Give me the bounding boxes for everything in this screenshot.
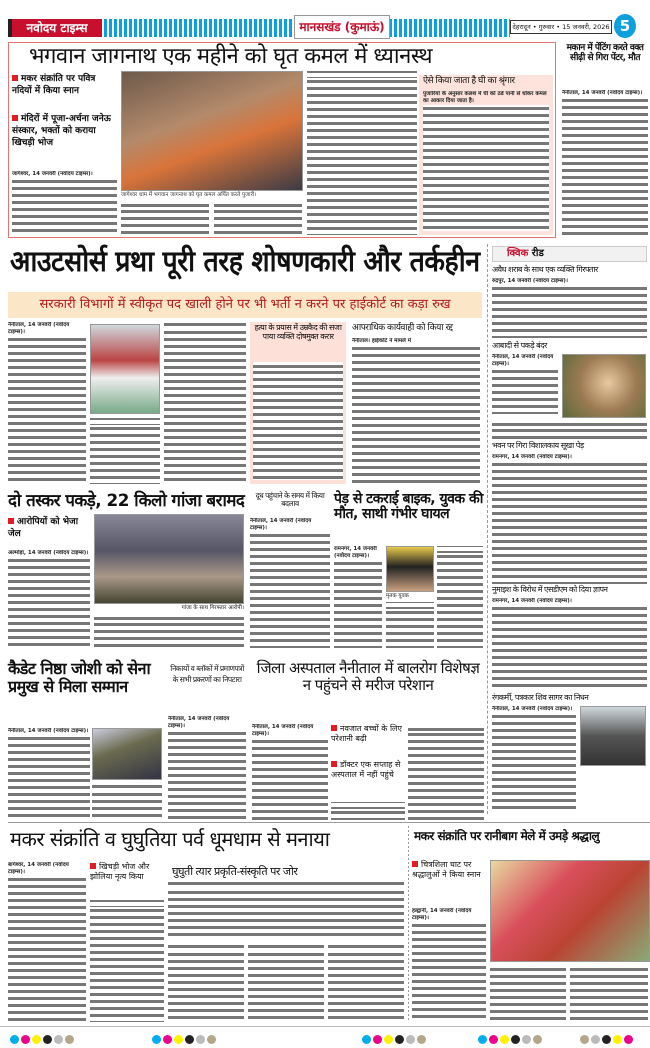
accident-text: रामनगर, 14 जनवरी (नवोदय टाइम्स)। [334, 546, 382, 648]
section-title: मानसखंड (कुमाऊं) [294, 15, 390, 39]
certs-box [168, 662, 246, 820]
certs-text: नैनीताल, 14 जनवरी (नवोदय टाइम्स)। [168, 716, 246, 820]
side-top-headline: मकान में पेंटिंग करते वक्त सीढ़ी से गिरा पेंटर, मौत [566, 43, 644, 63]
lead-text-col [307, 71, 417, 235]
lead-story [8, 42, 556, 238]
cadet-text [92, 784, 162, 820]
festival-text [90, 900, 164, 1022]
festival-text [328, 944, 404, 1022]
main-subhead: सरकारी विभागों में स्वीकृत पद खाली होने पर भी भर्ती न करने पर हाईकोर्ट का कड़ा रुख [8, 292, 482, 318]
accident-text [386, 602, 434, 648]
festival-subhead: घुघुती त्यार प्रकृति-संस्कृति पर जोर [172, 865, 298, 878]
main-headline: आउटसोर्स प्रथा पूरी तरह शोषणकारी और तर्कहीन [10, 244, 480, 278]
smugglers-text [94, 614, 244, 648]
festival-text [248, 944, 324, 1022]
cadet-headline: कैडेट निष्ठा जोशी को सेना प्रमुख से मिला सम्मान [8, 659, 151, 696]
ranibagh-text: हल्द्वानी, 14 जनवरी (नवोदय टाइम्स)। [412, 908, 486, 1022]
quick-item-text: नैनीताल, 14 जनवरी (नवोदय टाइम्स)। [492, 706, 576, 810]
hospital-headline: जिला अस्पताल नैनीताल में बालरोग विशेषज्ञ न पहुंचने से मरीज परेशान [256, 659, 480, 694]
side-top-text: नैनीताल, 14 जनवरी (नवोदय टाइम्स)। [562, 90, 648, 238]
lead-bullet: मकर संक्रांति पर पवित्र नदियों में किया स्नान [12, 74, 96, 96]
main-text [90, 418, 160, 484]
ranibagh-photo [490, 860, 650, 962]
quick-item-title: नुमाइश के विरोध में एसडीएम को दिया ज्ञापन [492, 585, 608, 594]
masthead [0, 0, 650, 42]
quick-item-text: रामनगर, 14 जनवरी (नवोदय टाइम्स)। [492, 598, 647, 690]
smugglers-caption: गांजा के साथ गिरफ्तार आरोपी। [181, 605, 244, 611]
quick-item-text [492, 420, 647, 440]
smugglers-bullet: आरोपियों को भेजा जेल [8, 517, 79, 539]
color-dots [478, 1029, 544, 1048]
cadet-photo [92, 728, 162, 780]
quick-item-text: रामनगर, 14 जनवरी (नवोदय टाइम्स)। [492, 454, 647, 584]
quick-item-text: रुद्रपुर, 14 जनवरी (नवोदय टाइम्स)। [492, 278, 647, 338]
acquittal-title: हत्या के प्रयास में उम्रकैद की सजा पाया व्यक्ति दोषमुक्त करार [254, 323, 342, 341]
lead-sidebox [419, 75, 553, 235]
accident-headline: पेड़ से टकराई बाइक, युवक की मौत, साथी गंभीर घायल [334, 491, 483, 523]
quick-read-label: क्विक रीड [492, 246, 647, 262]
color-dots [362, 1029, 428, 1048]
main-text: नैनीताल, 14 जनवरी (नवोदय टाइम्स)। [8, 322, 86, 484]
quick-item-title: आबादी से पकड़े बंदर [492, 341, 547, 350]
registration-marks [0, 1026, 650, 1040]
smugglers-headline: दो तस्कर पकड़े, 22 किलो गांजा बरामद [8, 491, 245, 511]
festival-text: बागेश्वर, 14 जनवरी (नवोदय टाइम्स)। [8, 862, 86, 1022]
lead-bullet: मंदिरों में पूजा-अर्चना जनेऊ संस्कार, भक्तों को कराया खिचड़ी भोज [12, 114, 111, 148]
hospital-text [408, 724, 484, 820]
main-text [164, 322, 246, 484]
color-dots [10, 1029, 76, 1048]
smugglers-photo [94, 514, 244, 604]
milk-headline: दूध पहुंचाने के समय में किया बदलाव [255, 491, 325, 509]
acquittal-text [253, 362, 343, 480]
sidebox-text: पुजारियों के अनुसार कलश में घी को ठंडे पानी से धोकर कमल का आकार दिया जाता है। [423, 91, 549, 231]
monkey-photo [562, 354, 646, 418]
quick-item-title: भवन पर गिरा विशालकाय सूखा पेड़ [492, 441, 584, 450]
ranibagh-text [490, 966, 566, 1022]
lead-text: जागेश्वर, 14 जनवरी (नवोदय टाइम्स)। [12, 171, 117, 235]
obituary-photo [580, 706, 646, 766]
divider [8, 822, 650, 823]
quick-item-title: रंगकर्मी, पत्रकार शिव सागर का निधन [492, 693, 589, 702]
quick-read [487, 244, 650, 814]
festival-text [168, 944, 244, 1022]
quick-item-text: नैनीताल, 14 जनवरी (नवोदय टाइम्स)। [492, 354, 558, 414]
ranibagh-headline: मकर संक्रांति पर रानीबाग मेले में उमड़े श्रद्धालु [414, 829, 600, 843]
logo: नवोदय टाइम्स [8, 19, 102, 37]
cadet-text: नैनीताल, 14 जनवरी (नवोदय टाइम्स)। [8, 728, 90, 820]
hospital-text: नैनीताल, 14 जनवरी (नवोदय टाइम्स)। [252, 724, 328, 820]
sidebox-title: ऐसे किया जाता है घी का श्रृंगार [423, 76, 515, 86]
festival-text [168, 882, 404, 940]
certs-headline: निकायों व ब्लॉकों में प्रमाणपत्रों के सभी प्रकरणों का निपटारा [170, 664, 244, 684]
highcourt-photo [90, 324, 160, 414]
hospital-text [331, 802, 405, 820]
lead-headline: भगवान जागनाथ एक महीने को घृत कमल में ध्यानस्थ [29, 44, 432, 69]
hospital-bullet: डॉक्टर एक सप्ताह से अस्पताल में नहीं पहुंचे [331, 760, 401, 779]
smugglers-text: अल्मोड़ा, 14 जनवरी (नवोदय टाइम्स)। [8, 550, 90, 648]
color-dots [152, 1029, 218, 1048]
accident-text [437, 546, 483, 648]
lead-text-col [121, 201, 209, 235]
ranibagh-text [570, 966, 648, 1022]
milk-text: नैनीताल, 14 जनवरी (नवोदय टाइम्स)। [250, 518, 330, 648]
accident-caption: मृतक युवक [386, 593, 409, 599]
divider [408, 826, 409, 1022]
festival-headline: मकर संक्रांति व घुघुतिया पर्व धूमधाम से मनाया [10, 827, 330, 851]
hospital-bullet: नवजात बच्चों के लिए परेशानी बढ़ी [331, 724, 402, 743]
lead-caption: जागेश्वर धाम में भगवान जागनाथ को घृत कमल अर्पित करते पुजारी। [121, 192, 257, 198]
lead-photo [121, 71, 303, 191]
story2-text: नैनीताल। हाईकोर्ट ने मामले में [352, 338, 480, 484]
date-box: देहरादून • गुरुवार • 15 जनवरी, 2026 [510, 20, 612, 34]
festival-bullet: खिचड़ी भोज और झोलिया नृत्य किया [90, 862, 150, 881]
quick-item-title: अवैध शराब के साथ एक व्यक्ति गिरफ्तार [492, 265, 598, 274]
acquittal-box [250, 322, 346, 484]
color-dots [580, 1029, 635, 1048]
accident-photo [386, 546, 434, 592]
lead-text-col [214, 201, 302, 235]
story2-title: आपराधिक कार्यवाही को किया रद्द [352, 323, 453, 333]
page-number: 5 [614, 14, 636, 38]
ranibagh-bullet: चित्रशिला घाट पर श्रद्धालुओं ने किया स्नान [412, 860, 481, 879]
